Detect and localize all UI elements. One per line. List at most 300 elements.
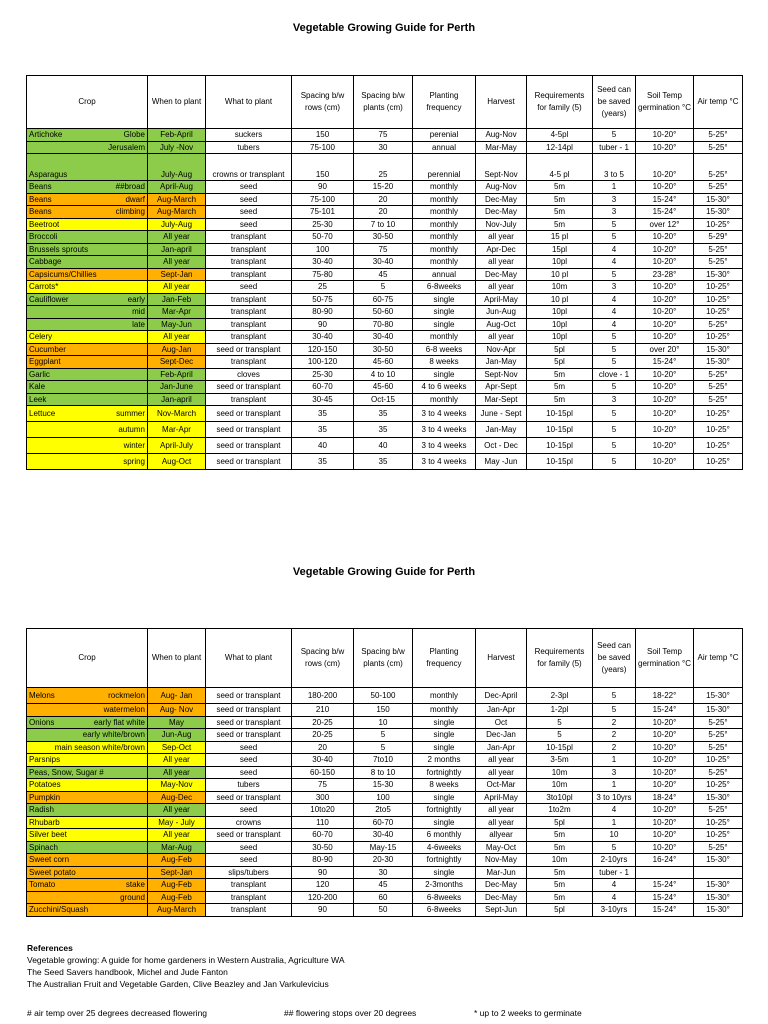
crop-cell xyxy=(27,891,148,904)
seed-saved-cell: 2-10yrs xyxy=(593,854,636,867)
when-cell: Mar-Apr xyxy=(148,422,206,438)
what-cell: seed xyxy=(206,218,292,231)
crop-name: Tomato xyxy=(29,880,56,889)
plant-spacing-cell: 50 xyxy=(354,904,413,917)
harvest-cell: May-Oct xyxy=(476,841,527,854)
table-row xyxy=(27,268,743,281)
crop-cell xyxy=(27,688,148,704)
crop-name: Spinach xyxy=(29,842,58,852)
harvest-cell: all year xyxy=(476,816,527,829)
plant-spacing-cell: Oct-15 xyxy=(354,393,413,406)
table-row xyxy=(27,754,743,767)
row-spacing-cell: 120-200 xyxy=(292,891,354,904)
soil-temp-cell: 10-20° xyxy=(636,281,694,294)
frequency-cell: 3 to 4 weeks xyxy=(413,406,476,422)
requirements-cell: 12-14pl xyxy=(527,141,593,154)
row-spacing-cell: 90 xyxy=(292,904,354,917)
when-cell: Aug- Jan xyxy=(148,688,206,704)
air-temp-cell: 5-25° xyxy=(694,841,743,854)
seed-saved-cell: 5 xyxy=(593,381,636,394)
row-spacing-cell: 35 xyxy=(292,406,354,422)
what-cell: transplant xyxy=(206,318,292,331)
row-spacing-cell: 75-80 xyxy=(292,268,354,281)
frequency-cell: 6-8weeks xyxy=(413,904,476,917)
crop-variety: dwarf xyxy=(125,194,145,204)
frequency-cell: perennial xyxy=(413,154,476,181)
crop-name: Peas, Snow, Sugar # xyxy=(29,767,104,777)
air-temp-cell: 15-30° xyxy=(694,206,743,219)
row-spacing-cell: 30-40 xyxy=(292,331,354,344)
crop-cell xyxy=(27,318,148,331)
seed-saved-cell: 5 xyxy=(593,406,636,422)
table-row xyxy=(27,879,743,892)
crop-variety: summer xyxy=(116,408,145,418)
when-cell: Aug-Jan xyxy=(148,343,206,356)
soil-temp-cell: 10-20° xyxy=(636,256,694,269)
page-title-1: Vegetable Growing Guide for Perth xyxy=(292,22,476,34)
seed-saved-cell: 4 xyxy=(593,891,636,904)
footnote-asterisk: * up to 2 weeks to germinate xyxy=(474,1008,582,1018)
harvest-cell: all year xyxy=(476,766,527,779)
plant-spacing-cell: May-15 xyxy=(354,841,413,854)
table-row xyxy=(27,243,743,256)
air-temp-cell: 10-25° xyxy=(694,293,743,306)
air-temp-cell: 5-25° xyxy=(694,181,743,194)
harvest-cell: Jan-May xyxy=(476,422,527,438)
reference-item: The Australian Fruit and Vegetable Garden, Clive Beazley and Jan Varkulevicius xyxy=(27,979,329,989)
frequency-cell: annual xyxy=(413,141,476,154)
table-body-2 xyxy=(27,688,743,917)
row-spacing-cell: 60-70 xyxy=(292,829,354,842)
table-row xyxy=(27,356,743,369)
when-cell: Aug-March xyxy=(148,193,206,206)
crop-cell xyxy=(27,129,148,142)
what-cell: transplant xyxy=(206,268,292,281)
crop-name: Asparagus xyxy=(29,169,68,179)
crop-cell xyxy=(27,281,148,294)
what-cell: transplant xyxy=(206,904,292,917)
crop-name: Cabbage xyxy=(29,257,62,266)
crop-cell xyxy=(27,218,148,231)
crop-cell xyxy=(27,206,148,219)
what-cell: seed xyxy=(206,741,292,754)
crop-cell xyxy=(27,866,148,879)
frequency-cell: single xyxy=(413,729,476,742)
table-row xyxy=(27,422,743,438)
row-spacing-cell: 60-70 xyxy=(292,381,354,394)
what-cell: seed or transplant xyxy=(206,791,292,804)
air-temp-cell: 10-25° xyxy=(694,454,743,470)
requirements-cell: 10m xyxy=(527,281,593,294)
when-cell: July-Aug xyxy=(148,218,206,231)
harvest-cell: Oct - Dec xyxy=(476,438,527,454)
header-when: When to plant xyxy=(148,629,206,688)
harvest-cell: Jan-Apr xyxy=(476,741,527,754)
requirements-cell: 5pl xyxy=(527,356,593,369)
crop-cell xyxy=(27,293,148,306)
crop-variety: spring xyxy=(123,456,145,466)
seed-saved-cell: 5 xyxy=(593,268,636,281)
air-temp-cell: 5-29° xyxy=(694,231,743,244)
requirements-cell: 3-5m xyxy=(527,754,593,767)
row-spacing-cell: 75-100 xyxy=(292,141,354,154)
requirements-cell: 10-15pl xyxy=(527,438,593,454)
plant-spacing-cell: 45-60 xyxy=(354,356,413,369)
soil-temp-cell: 15-24° xyxy=(636,879,694,892)
table-row xyxy=(27,438,743,454)
crop-cell xyxy=(27,243,148,256)
soil-temp-cell: 15-24° xyxy=(636,904,694,917)
soil-temp-cell: 23-28° xyxy=(636,268,694,281)
what-cell: seed xyxy=(206,841,292,854)
frequency-cell: 8 weeks xyxy=(413,779,476,792)
header-what: What to plant xyxy=(206,629,292,688)
frequency-cell: single xyxy=(413,866,476,879)
requirements-cell: 10m xyxy=(527,854,593,867)
seed-saved-cell: 4 xyxy=(593,306,636,319)
table-row xyxy=(27,129,743,142)
row-spacing-cell: 90 xyxy=(292,181,354,194)
crop-name: Beetroot xyxy=(29,219,60,229)
crop-cell xyxy=(27,343,148,356)
what-cell: seed xyxy=(206,193,292,206)
crop-cell xyxy=(27,193,148,206)
crop-name: Kale xyxy=(29,382,46,391)
crop-name: Artichoke xyxy=(29,130,63,139)
row-spacing-cell: 20-25 xyxy=(292,716,354,729)
air-temp-cell: 5-25° xyxy=(694,243,743,256)
plant-spacing-cell: 15-30 xyxy=(354,779,413,792)
soil-temp-cell: 10-20° xyxy=(636,438,694,454)
what-cell: crowns or transplant xyxy=(206,154,292,181)
row-spacing-cell: 120-150 xyxy=(292,343,354,356)
when-cell: Feb-April xyxy=(148,129,206,142)
harvest-cell: Oct-Mar xyxy=(476,779,527,792)
requirements-cell: 4-5 pl xyxy=(527,154,593,181)
header-air-temp: Air temp °C xyxy=(694,76,743,129)
header-frequency: Planting frequency xyxy=(413,629,476,688)
crop-name: Zucchini/Squash xyxy=(29,905,89,914)
footnote-double-hash: ## flowering stops over 20 degrees xyxy=(284,1008,417,1018)
frequency-cell: monthly xyxy=(413,256,476,269)
row-spacing-cell: 50-75 xyxy=(292,293,354,306)
harvest-cell: allyear xyxy=(476,829,527,842)
row-spacing-cell: 75 xyxy=(292,779,354,792)
header-frequency: Planting frequency xyxy=(413,76,476,129)
what-cell: seed or transplant xyxy=(206,688,292,704)
frequency-cell: annual xyxy=(413,268,476,281)
soil-temp-cell: 10-20° xyxy=(636,306,694,319)
when-cell: Aug-Feb xyxy=(148,879,206,892)
seed-saved-cell: 3-10yrs xyxy=(593,904,636,917)
soil-temp-cell xyxy=(636,866,694,879)
frequency-cell: monthly xyxy=(413,243,476,256)
row-spacing-cell: 210 xyxy=(292,704,354,717)
frequency-cell: single xyxy=(413,816,476,829)
requirements-cell: 10-15pl xyxy=(527,741,593,754)
soil-temp-cell: 10-20° xyxy=(636,741,694,754)
crop-variety: winter xyxy=(123,440,145,450)
when-cell: April-July xyxy=(148,438,206,454)
harvest-cell: Jun-Aug xyxy=(476,306,527,319)
when-cell: Mar-Aug xyxy=(148,841,206,854)
table-row xyxy=(27,343,743,356)
seed-saved-cell: 5 xyxy=(593,454,636,470)
air-temp-cell: 5-25° xyxy=(694,716,743,729)
soil-temp-cell: 10-20° xyxy=(636,243,694,256)
when-cell: All year xyxy=(148,804,206,817)
harvest-cell: Dec-May xyxy=(476,193,527,206)
crop-variety: late xyxy=(132,319,145,329)
table-row xyxy=(27,406,743,422)
header-crop: Crop xyxy=(27,629,148,688)
soil-temp-cell: over 20° xyxy=(636,343,694,356)
harvest-cell: Nov-July xyxy=(476,218,527,231)
soil-temp-cell: 10-20° xyxy=(636,804,694,817)
crop-cell xyxy=(27,854,148,867)
plant-spacing-cell: 35 xyxy=(354,406,413,422)
seed-saved-cell: 5 xyxy=(593,841,636,854)
soil-temp-cell: 15-24° xyxy=(636,193,694,206)
header-harvest: Harvest xyxy=(476,76,527,129)
crop-variety: early flat white xyxy=(93,717,145,727)
harvest-cell: April-May xyxy=(476,791,527,804)
harvest-cell: all year xyxy=(476,331,527,344)
when-cell: All year xyxy=(148,331,206,344)
crop-cell xyxy=(27,381,148,394)
air-temp-cell: 10-25° xyxy=(694,218,743,231)
what-cell: crowns xyxy=(206,816,292,829)
crop-name: Sweet corn xyxy=(29,855,70,864)
plant-spacing-cell: 45 xyxy=(354,268,413,281)
frequency-cell: 2-3months xyxy=(413,879,476,892)
table-row xyxy=(27,281,743,294)
soil-temp-cell: 10-20° xyxy=(636,829,694,842)
requirements-cell: 5m xyxy=(527,891,593,904)
crop-name: Onions xyxy=(29,717,55,727)
crop-cell xyxy=(27,331,148,344)
requirements-cell: 5m xyxy=(527,206,593,219)
what-cell: seed xyxy=(206,206,292,219)
frequency-cell: monthly xyxy=(413,688,476,704)
when-cell: All year xyxy=(148,754,206,767)
requirements-cell: 4-5pl xyxy=(527,129,593,142)
seed-saved-cell: 5 xyxy=(593,688,636,704)
seed-saved-cell: 1 xyxy=(593,779,636,792)
plant-spacing-cell: 30 xyxy=(354,141,413,154)
plant-spacing-cell: 45-60 xyxy=(354,381,413,394)
seed-saved-cell: 4 xyxy=(593,256,636,269)
frequency-cell: 4 to 6 weeks xyxy=(413,381,476,394)
frequency-cell: 6-8 weeks xyxy=(413,343,476,356)
table-row xyxy=(27,141,743,154)
harvest-cell: Jan-Apr xyxy=(476,704,527,717)
header-air-temp: Air temp °C xyxy=(694,629,743,688)
plant-spacing-cell: 5 xyxy=(354,281,413,294)
air-temp-cell: 15-30° xyxy=(694,704,743,717)
air-temp-cell: 15-30° xyxy=(694,343,743,356)
frequency-cell: perenial xyxy=(413,129,476,142)
crop-variety: watermelon xyxy=(103,705,145,714)
harvest-cell: all year xyxy=(476,804,527,817)
requirements-cell: 10m xyxy=(527,766,593,779)
plant-spacing-cell: 5 xyxy=(354,741,413,754)
what-cell: transplant xyxy=(206,879,292,892)
when-cell: Sept-Dec xyxy=(148,356,206,369)
crop-cell xyxy=(27,779,148,792)
table-row xyxy=(27,381,743,394)
row-spacing-cell: 150 xyxy=(292,154,354,181)
when-cell: All year xyxy=(148,256,206,269)
crop-cell xyxy=(27,422,148,438)
row-spacing-cell: 10to20 xyxy=(292,804,354,817)
air-temp-cell: 5-25° xyxy=(694,381,743,394)
crop-name: Capsicums/Chillies xyxy=(29,269,97,279)
what-cell: seed or transplant xyxy=(206,829,292,842)
crop-variety: Jerusalem xyxy=(108,142,145,152)
when-cell: Aug-Feb xyxy=(148,891,206,904)
header-requirements: Requirements for family (5) xyxy=(527,76,593,129)
table-row xyxy=(27,741,743,754)
row-spacing-cell: 20 xyxy=(292,741,354,754)
when-cell: Jan-april xyxy=(148,243,206,256)
frequency-cell: fortnightly xyxy=(413,804,476,817)
header-harvest: Harvest xyxy=(476,629,527,688)
what-cell: transplant xyxy=(206,356,292,369)
crop-variety: rockmelon xyxy=(108,690,145,700)
table-row xyxy=(27,318,743,331)
row-spacing-cell: 80-90 xyxy=(292,306,354,319)
harvest-cell: Sept-Jun xyxy=(476,904,527,917)
air-temp-cell: 15-30° xyxy=(694,854,743,867)
plant-spacing-cell: 20 xyxy=(354,206,413,219)
harvest-cell: Oct xyxy=(476,716,527,729)
requirements-cell: 5m xyxy=(527,218,593,231)
what-cell: seed or transplant xyxy=(206,438,292,454)
row-spacing-cell: 30-40 xyxy=(292,256,354,269)
table-row xyxy=(27,454,743,470)
plant-spacing-cell: 8 to 10 xyxy=(354,766,413,779)
air-temp-cell: 5-25° xyxy=(694,766,743,779)
seed-saved-cell: 3 to 5 xyxy=(593,154,636,181)
when-cell: Jan-april xyxy=(148,393,206,406)
growing-guide-table-1 xyxy=(26,75,743,470)
what-cell: transplant xyxy=(206,293,292,306)
air-temp-cell: 5-25° xyxy=(694,368,743,381)
table-row xyxy=(27,829,743,842)
crop-cell xyxy=(27,704,148,717)
when-cell: Aug-Dec xyxy=(148,791,206,804)
requirements-cell: 10 pl xyxy=(527,293,593,306)
table-row xyxy=(27,154,743,181)
header-requirements: Requirements for family (5) xyxy=(527,629,593,688)
air-temp-cell: 10-25° xyxy=(694,438,743,454)
soil-temp-cell: 10-20° xyxy=(636,454,694,470)
air-temp-cell: 15-30° xyxy=(694,879,743,892)
soil-temp-cell: 10-20° xyxy=(636,766,694,779)
crop-cell xyxy=(27,729,148,742)
air-temp-cell: 5-25° xyxy=(694,729,743,742)
crop-name: Garlic xyxy=(29,369,50,379)
when-cell: Nov-March xyxy=(148,406,206,422)
requirements-cell: 5m xyxy=(527,381,593,394)
soil-temp-cell: 15-24° xyxy=(636,891,694,904)
seed-saved-cell: 10 xyxy=(593,829,636,842)
table-row xyxy=(27,256,743,269)
plant-spacing-cell: 35 xyxy=(354,422,413,438)
crop-cell xyxy=(27,804,148,817)
harvest-cell: Dec-May xyxy=(476,891,527,904)
references-section xyxy=(27,942,345,990)
soil-temp-cell: 16-24° xyxy=(636,854,694,867)
seed-saved-cell: 3 xyxy=(593,206,636,219)
seed-saved-cell: 5 xyxy=(593,218,636,231)
plant-spacing-cell: 50-100 xyxy=(354,688,413,704)
frequency-cell: 3 to 4 weeks xyxy=(413,454,476,470)
frequency-cell: 2 months xyxy=(413,754,476,767)
seed-saved-cell: 1 xyxy=(593,754,636,767)
what-cell: seed or transplant xyxy=(206,454,292,470)
harvest-cell: Dec-Jan xyxy=(476,729,527,742)
seed-saved-cell: 1 xyxy=(593,816,636,829)
requirements-cell: 5 xyxy=(527,716,593,729)
requirements-cell: 15pl xyxy=(527,243,593,256)
harvest-cell: all year xyxy=(476,256,527,269)
seed-saved-cell: 5 xyxy=(593,129,636,142)
frequency-cell: single xyxy=(413,318,476,331)
seed-saved-cell: 3 xyxy=(593,766,636,779)
frequency-cell: monthly xyxy=(413,704,476,717)
when-cell: Jan-Feb xyxy=(148,293,206,306)
frequency-cell: single xyxy=(413,368,476,381)
crop-cell xyxy=(27,791,148,804)
seed-saved-cell: 5 xyxy=(593,438,636,454)
row-spacing-cell: 75-100 xyxy=(292,193,354,206)
when-cell: Mar-Apr xyxy=(148,306,206,319)
table-row xyxy=(27,193,743,206)
plant-spacing-cell: 75 xyxy=(354,243,413,256)
crop-name: Lettuce xyxy=(29,408,56,418)
frequency-cell: 6-8weeks xyxy=(413,891,476,904)
frequency-cell: single xyxy=(413,716,476,729)
crop-cell xyxy=(27,406,148,422)
air-temp-cell: 10-25° xyxy=(694,754,743,767)
crop-name: Cauliflower xyxy=(29,294,69,304)
crop-name: Radish xyxy=(29,805,54,814)
seed-saved-cell: 5 xyxy=(593,331,636,344)
row-spacing-cell: 60-150 xyxy=(292,766,354,779)
crop-cell xyxy=(27,904,148,917)
table-row xyxy=(27,181,743,194)
what-cell: transplant xyxy=(206,891,292,904)
row-spacing-cell: 30-40 xyxy=(292,754,354,767)
when-cell: May-Nov xyxy=(148,779,206,792)
soil-temp-cell: 10-20° xyxy=(636,318,694,331)
when-cell: May-Jun xyxy=(148,318,206,331)
soil-temp-cell: 18-22° xyxy=(636,688,694,704)
air-temp-cell: 5-25° xyxy=(694,154,743,181)
crop-variety: ##broad xyxy=(115,182,145,191)
requirements-cell: 15 pl xyxy=(527,231,593,244)
what-cell: seed xyxy=(206,754,292,767)
harvest-cell: all year xyxy=(476,281,527,294)
crop-cell xyxy=(27,716,148,729)
table-row xyxy=(27,816,743,829)
when-cell: May xyxy=(148,716,206,729)
air-temp-cell: 5-25° xyxy=(694,256,743,269)
soil-temp-cell: 15-24° xyxy=(636,356,694,369)
what-cell: transplant xyxy=(206,393,292,406)
